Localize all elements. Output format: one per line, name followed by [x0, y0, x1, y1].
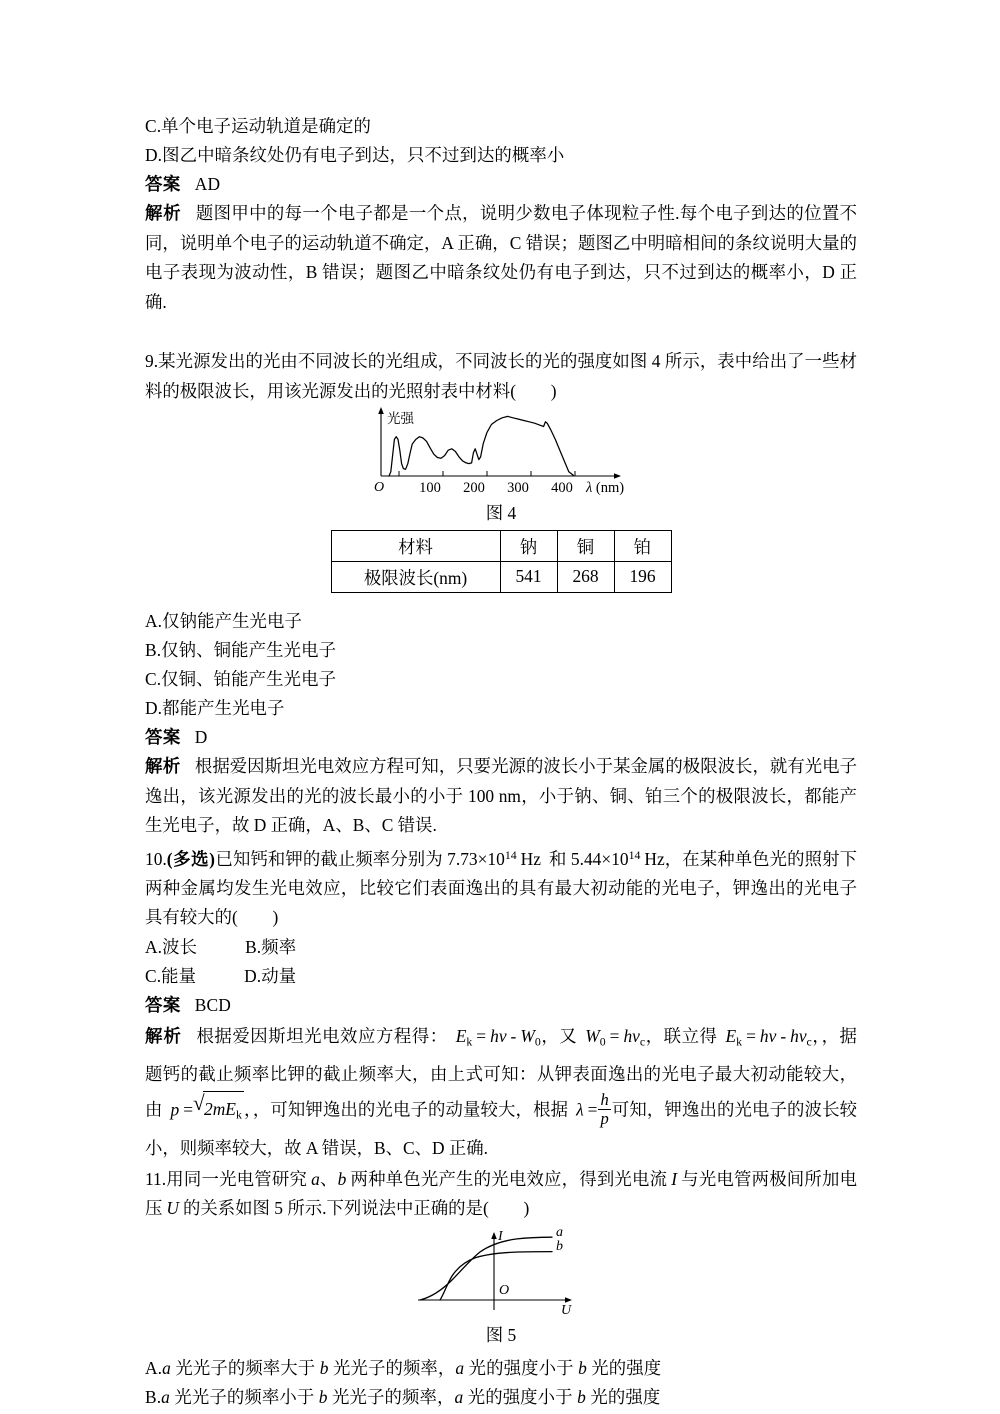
q10-multi-tag: (多选)	[166, 848, 216, 869]
eq-h-2: h	[623, 1025, 633, 1046]
eq-w-1: W	[520, 1025, 535, 1046]
comma-after-eq3: ，	[811, 1025, 822, 1046]
table-row-header	[331, 531, 671, 562]
q8-analysis	[145, 199, 857, 317]
q10-option-d: D.动量	[244, 965, 297, 986]
q11-var-U: U	[166, 1198, 179, 1219]
eq-equals-5: =	[587, 1099, 598, 1120]
q9-option-b: B.仅钠、铜能产生光电子	[145, 640, 337, 660]
figure-5-caption: 图 5	[485, 1324, 517, 1345]
eq-ek-subscript: k	[466, 1034, 473, 1049]
q9-option-d: D.都能产生光电子	[145, 698, 285, 718]
eq-nu-3: v	[768, 1025, 777, 1046]
q11-stem-part1: 用同一光电管研究	[166, 1168, 308, 1189]
unit-hz-1: Hz	[520, 848, 541, 869]
answer-value: AD	[194, 174, 221, 194]
q10-stem-b: 和 5.44	[548, 848, 602, 869]
origin-label: O	[374, 480, 385, 495]
figure-4-caption: 图 4	[485, 503, 517, 523]
q11-var-I: I	[671, 1168, 678, 1189]
table-cell-value-sodium: 541	[500, 562, 557, 593]
q11-stem-sep: 、	[319, 1168, 338, 1189]
q9-analysis	[145, 752, 857, 841]
table-cell-header-sodium: 钠	[500, 531, 557, 562]
materials-table-wrapper	[145, 530, 857, 593]
answer-label: 答案	[145, 174, 181, 194]
answer-value: D	[194, 727, 208, 747]
table-cell-header-platinum: 铂	[614, 531, 671, 562]
analysis-text-5: ，可知钾逸出的光电子的动量较大，根据	[252, 1099, 569, 1120]
table-cell-value-copper: 268	[557, 562, 614, 593]
q11-stem-part4: 的关系如图 5 所示.下列说法中正确的是( )	[182, 1198, 530, 1219]
power-base-1: 10	[487, 848, 505, 869]
analysis-text-3: ，联立得	[645, 1025, 718, 1046]
eq-equals-3: =	[746, 1025, 756, 1046]
table-row-values	[331, 562, 671, 593]
q9-stem	[145, 347, 857, 406]
analysis-text-2: ，又	[540, 1025, 578, 1046]
radical-sign-icon: √	[193, 1090, 205, 1115]
eq-nu-subscript-2: c	[639, 1034, 646, 1049]
fraction-denominator: p	[600, 1109, 609, 1129]
q11-opt-a-var2: b	[319, 1357, 329, 1378]
q10-number: 10.	[145, 848, 167, 869]
unit-hz-2: Hz	[644, 848, 665, 869]
q11-opt-b-var3: a	[454, 1386, 464, 1407]
q11-option-a-prefix: A.	[145, 1357, 163, 1378]
q11-opt-b-var2: b	[318, 1386, 328, 1407]
eq-equals-1: =	[476, 1025, 487, 1046]
multiply-sign-2: ×	[601, 848, 612, 869]
answer-label: 答案	[145, 727, 181, 747]
eq-minus-1: -	[510, 1025, 517, 1046]
q9-option-c: C.仅铜、铂能产生光电子	[145, 669, 337, 689]
q11-stem	[145, 1165, 857, 1224]
q8-option-c: C.单个电子运动轨道是确定的	[145, 116, 372, 136]
eq-ek-symbol: E	[455, 1025, 467, 1046]
origin-label-O: O	[499, 1282, 510, 1298]
square-root-expression	[193, 1091, 244, 1131]
q11-opt-a-text2: 光光子的频率，	[328, 1357, 456, 1378]
q11-opt-b-text3: 光的强度小于	[463, 1386, 578, 1407]
analysis-label: 解析	[145, 756, 181, 776]
analysis-text: 题图甲中的每一个电子都是一个点，说明少数电子体现粒子性.每个电子到达的位置不同，说明单个电子的运动轨道不确定，A 正确，C 错误；题图乙中明暗相间的条纹说明大量的电子表现为波动性，B 错误；题图乙中暗条纹处仍有电子到达，只不过到达的概率小，D 正确.	[145, 203, 857, 312]
q11-var-a: a	[311, 1168, 320, 1189]
curve-a-label: a	[556, 1224, 563, 1240]
q11-opt-a-text1: 光光子的频率大于	[170, 1357, 320, 1378]
q11-var-b: b	[337, 1168, 347, 1189]
q10-option-a: A.波长	[145, 936, 198, 957]
eq-equals-4: =	[183, 1099, 194, 1120]
q9-number: 9.	[145, 351, 159, 371]
analysis-text-4: ，据题钙的截止频率比钾的截止频率大，由上式可知：从钾表面逸出的光电子最大初动能较大，由	[145, 1025, 857, 1120]
eq-2mE: 2mE	[204, 1099, 236, 1120]
xtick-200: 200	[463, 480, 485, 496]
q9-option-a: A.仅钠能产生光电子	[145, 611, 303, 631]
fraction-h-over-p	[598, 1091, 610, 1128]
eq-h-3: h	[759, 1025, 769, 1046]
q10-answer-row	[145, 991, 857, 1020]
table-cell-header-material: 材料	[331, 531, 500, 562]
y-axis-label: 光强	[387, 411, 414, 426]
power-exponent-1: 14	[504, 847, 517, 862]
q9-answer-row	[145, 723, 857, 752]
eq-ek-subscript-3: k	[736, 1034, 743, 1049]
q11-opt-a-var4: b	[578, 1357, 587, 1378]
eq-w-subscript-1: 0	[534, 1034, 541, 1049]
power-base-2: 10	[611, 848, 629, 869]
q10-options-row-1	[145, 933, 857, 962]
xtick-100: 100	[419, 480, 441, 496]
curve-b-label: b	[556, 1238, 563, 1254]
eq-h-4: h	[790, 1025, 799, 1046]
answer-label: 答案	[145, 994, 181, 1015]
spectrum-svg	[361, 406, 641, 498]
q11-opt-b-text4: 光的强度	[585, 1386, 661, 1407]
analysis-text: 根据爱因斯坦光电效应方程可知，只要光源的波长小于某金属的极限波长，就有光电子逸出，该光源发出的光的波长最小的小于 100 nm，小于钠、铜、铂三个的极限波长，都能产生光电子，故 D 正确，A、B、C 错误.	[145, 756, 857, 835]
q11-opt-b-var4: b	[577, 1386, 586, 1407]
analysis-label: 解析	[145, 203, 182, 223]
iu-svg	[406, 1224, 596, 1320]
q10-analysis	[145, 1020, 857, 1165]
x-axis-label-U: U	[561, 1302, 572, 1318]
figure-4-wrapper	[145, 406, 857, 526]
x-axis-label: λ (nm)	[586, 480, 625, 496]
eq-lambda-symbol: λ	[576, 1099, 584, 1120]
q9-stem-text: 某光源发出的光由不同波长的光组成，不同波长的光的强度如图 4 所示，表中给出了一些材料的极限波长，用该光源发出的光照射表中材料( )	[145, 351, 857, 401]
q11-option-b	[145, 1383, 857, 1412]
q8-answer-row	[145, 170, 857, 199]
q10-stem-a: 已知钙和钾的截止频率分别为 7.73	[215, 848, 478, 869]
q11-opt-a-text3: 光的强度小于	[464, 1357, 579, 1378]
q11-opt-a-text4: 光的强度	[586, 1357, 662, 1378]
page-content	[145, 112, 857, 1412]
eq-p-symbol: p	[170, 1099, 180, 1120]
analysis-text-1: 根据爱因斯坦光电效应方程得：	[195, 1025, 448, 1046]
eq-w-2: W	[585, 1025, 600, 1046]
power-exponent-2: 14	[628, 847, 641, 862]
eq-minus-3: -	[780, 1025, 787, 1046]
eq-nu-subscript-4: c	[806, 1034, 812, 1049]
eq-h-1: h	[490, 1025, 499, 1046]
radicand	[203, 1091, 244, 1131]
eq-ek-symbol-3: E	[725, 1025, 737, 1046]
q10-options-row-2	[145, 962, 857, 991]
q10-option-c: C.能量	[145, 965, 197, 986]
analysis-text-6: 可知，钾逸出的光电子的波长较小，则频率较大，故 A 错误，B、C、D 正确.	[145, 1099, 857, 1158]
eq-w-subscript-2: 0	[599, 1034, 606, 1049]
comma-after-eq4: ，	[243, 1099, 253, 1120]
eq-nu-2: v	[632, 1025, 640, 1046]
xtick-300: 300	[507, 480, 529, 496]
eq-nu-1: v	[498, 1025, 507, 1046]
q10-stem	[145, 841, 857, 933]
figure-5-wrapper	[145, 1224, 857, 1348]
figure-5-iu-chart	[406, 1224, 596, 1320]
table-cell-row-label: 极限波长(nm)	[331, 562, 500, 593]
analysis-label: 解析	[145, 1025, 182, 1046]
q11-option-b-prefix: B.	[145, 1386, 162, 1407]
materials-table	[331, 530, 672, 593]
figure-4-spectrum-chart	[361, 406, 641, 498]
table-cell-value-platinum: 196	[614, 562, 671, 593]
eq-nu-4: v	[798, 1025, 807, 1046]
q11-opt-a-var1: a	[162, 1357, 171, 1378]
xtick-400: 400	[551, 480, 573, 496]
q10-stem-c: ，在某种单色光的照射下两种金属均发生光电效应，比较它们表面逸出的具有最大初动能的光电子，钾逸出的光电子具有较大的( )	[145, 848, 857, 928]
q11-opt-b-var1: a	[161, 1386, 170, 1407]
q11-opt-b-text2: 光光子的频率，	[327, 1386, 455, 1407]
eq-2mE-subscript: k	[235, 1107, 242, 1122]
q11-number: 11.	[145, 1168, 167, 1189]
eq-equals-2: =	[609, 1025, 620, 1046]
table-cell-header-copper: 铜	[557, 531, 614, 562]
q8-option-d: D.图乙中暗条纹处仍有电子到达，只不过到达的概率小	[145, 145, 565, 165]
y-axis-label-I: I	[498, 1228, 503, 1244]
q11-stem-part2: 两种单色光产生的光电效应，得到光电流	[350, 1168, 668, 1189]
fraction-numerator: h	[600, 1090, 609, 1110]
q11-option-a	[145, 1354, 857, 1383]
q11-stem-part3: 与光电管两极间所加电压	[145, 1168, 857, 1219]
q11-opt-a-var3: a	[455, 1357, 465, 1378]
multiply-sign: ×	[477, 848, 488, 869]
q11-opt-b-text1: 光光子的频率小于	[169, 1386, 319, 1407]
q10-option-b: B.频率	[245, 936, 297, 957]
answer-value: BCD	[194, 994, 231, 1015]
